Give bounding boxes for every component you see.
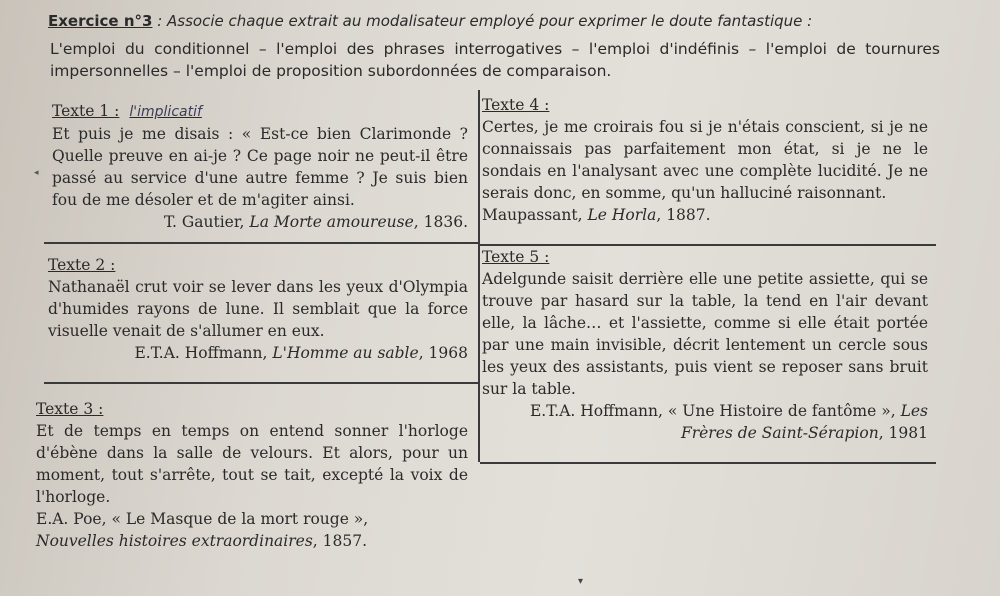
table-divider-vertical xyxy=(478,90,480,462)
table-divider xyxy=(44,242,478,244)
table-divider xyxy=(44,382,478,384)
texts-table xyxy=(36,90,936,550)
texte-4-body: Certes, je me croirais fou si je n'étais conscient, si je ne connaissais pas parfaitement mon état, si je ne le sondais en l'analysant avec une complète lucidité. Je ne serais donc, en somme, qu'un halluciné raisonnant. xyxy=(482,118,928,202)
table-divider xyxy=(480,462,936,464)
handwritten-annotation: l'implicatif xyxy=(129,104,202,120)
texte-2 xyxy=(48,254,468,364)
texte-2-citation: E.T.A. Hoffmann, L'Homme au sable, 1968 xyxy=(134,344,468,362)
exercise-instruction: : Associe chaque extrait au modalisateur employé pour exprimer le doute fantastique : xyxy=(152,12,813,30)
texte-3-citation: E.A. Poe, « Le Masque de la mort rouge », Nouvelles histoires extraordinaires, 1857. xyxy=(36,510,369,550)
texte-3-body: Et de temps en temps on entend sonner l'horloge d'ébène dans la salle de velours. Et alors, pour un moment, tout s'arrête, tout se tait, excepté la voix de l'horloge. xyxy=(36,422,468,506)
modalisateurs-list: L'emploi du conditionnel – l'emploi des phrases interrogatives – l'emploi d'indéfinis – l'emploi de tournures impersonnelles – l'emploi de proposition subordonnées de comparaison. xyxy=(50,40,940,80)
texte-5-citation: E.T.A. Hoffmann, « Une Histoire de fantôme », Les Frères de Saint-Sérapion, 1981 xyxy=(529,402,928,442)
texte-4-citation: Maupassant, Le Horla, 1887. xyxy=(482,206,711,224)
texte-1 xyxy=(52,100,468,233)
texte-5-label: Texte 5 : xyxy=(482,248,550,266)
texte-5-body: Adelgunde saisit derrière elle une petite assiette, qui se trouve par hasard sur la table, la tend en l'air devant elle, la lâche… et l'assiette, comme si elle était portée par une main invisible, décrit lentement un cercle sous les yeux des assistants, puis vient se reposer sans bruit sur la table. xyxy=(482,270,928,398)
texte-4 xyxy=(482,94,928,226)
exercise-header xyxy=(48,12,948,30)
texte-3 xyxy=(36,398,468,552)
texte-5 xyxy=(482,246,928,444)
texte-1-citation: T. Gautier, La Morte amoureuse, 1836. xyxy=(163,213,468,231)
texte-2-body: Nathanaël crut voir se lever dans les yeux d'Olympia d'humides rayons de lune. Il semblait que la force visuelle venait de s'allumer en eux. xyxy=(48,278,468,340)
texte-1-label: Texte 1 : l'implicatif xyxy=(52,102,202,120)
texte-1-body: Et puis je me disais : « Est-ce bien Clarimonde ? Quelle preuve en ai-je ? Ce page noir ne peut-il être passé au service d'une autre femme ? Je suis bien fou de me désoler et de m'agiter ainsi. xyxy=(52,125,468,209)
texte-3-label: Texte 3 : xyxy=(36,400,104,418)
exercise-title: Exercice n°3 xyxy=(48,12,153,30)
texte-4-label: Texte 4 : xyxy=(482,96,550,114)
page-dot: ▾ xyxy=(578,576,584,587)
margin-mark: ◂ xyxy=(34,168,39,178)
texte-2-label: Texte 2 : xyxy=(48,256,116,274)
